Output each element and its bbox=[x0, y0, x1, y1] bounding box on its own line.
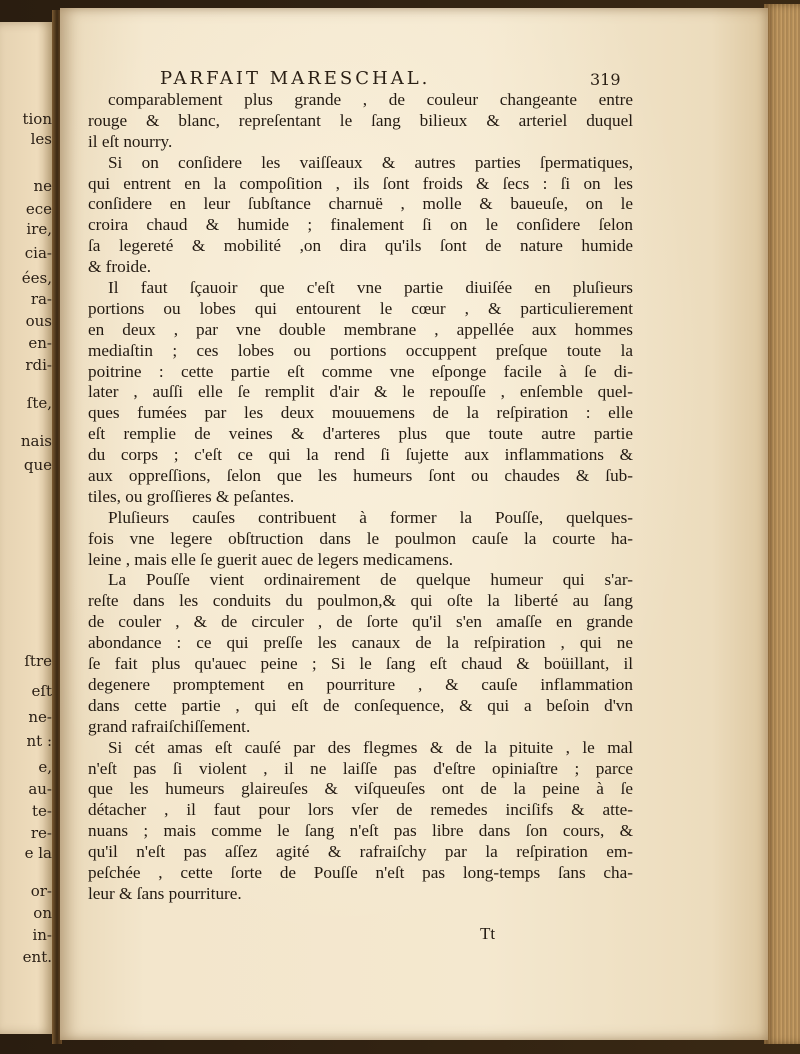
left-page-fragment: on bbox=[33, 904, 52, 922]
left-page-fragment: ne- bbox=[28, 708, 52, 726]
text-line: portions ou lobes qui entourent le cœur , & particulierement bbox=[88, 298, 633, 318]
left-page-fragment: in- bbox=[32, 926, 52, 944]
text-line: Si cét amas eſt cauſé par des flegmes & de la pituite , le mal bbox=[108, 737, 633, 757]
left-page-fragment: ſtre bbox=[24, 652, 52, 670]
left-page-fragment: que bbox=[23, 456, 52, 474]
text-line: dans cette partie , qui eſt de conſequence, & qui a beſoin d'vn bbox=[88, 695, 633, 715]
left-page-fragment: e la bbox=[24, 844, 52, 862]
text-line: eſt remplie de veines & d'arteres plus que toute autre partie bbox=[88, 424, 633, 444]
text-line: leur & ſans pourriture. bbox=[88, 883, 242, 903]
text-line: détacher , il faut pour lors vſer de remedes inciſifs & atte- bbox=[88, 800, 633, 820]
left-page-fragment: ece bbox=[25, 200, 52, 218]
paragraph bbox=[88, 738, 633, 905]
text-line: aux oppreſſions, ſelon que les humeurs ſont ou chaudes & ſub- bbox=[88, 466, 633, 486]
left-page-fragment: nais bbox=[20, 432, 52, 450]
left-page-fragment: eſt bbox=[31, 682, 52, 700]
paragraph bbox=[88, 153, 633, 278]
text-line: abondance : ce qui preſſe les canaux de la reſpiration , qui ne bbox=[88, 633, 633, 653]
paragraph bbox=[88, 90, 633, 153]
left-page-fragment: re- bbox=[30, 824, 52, 842]
book-page bbox=[60, 8, 768, 1040]
text-line: ſe fait plus qu'auec peine ; Si le ſang eſt chaud & boüillant, il bbox=[88, 654, 633, 674]
left-page-fragment: cia- bbox=[24, 244, 52, 262]
text-line: leine , mais elle ſe guerit auec de legers medicamens. bbox=[88, 549, 454, 569]
left-page-fragment: e, bbox=[38, 758, 52, 776]
left-page-fragment: rdi- bbox=[25, 356, 52, 374]
text-line: croira chaud & humide ; finalement ſi on le conſidere ſelon bbox=[88, 215, 633, 235]
text-line: later , auſſi elle ſe remplit d'air & le repouſſe , enſemble quel- bbox=[88, 382, 633, 402]
left-page-fragment: te- bbox=[32, 802, 52, 820]
text-line: poitrine : cette partie eſt comme vne eſponge facile à ſe di- bbox=[88, 361, 633, 381]
left-page-fragment: les bbox=[30, 130, 52, 148]
text-line: & froide. bbox=[88, 257, 152, 277]
left-page-fragment: au- bbox=[28, 780, 52, 798]
page-edges bbox=[764, 4, 800, 1044]
left-facing-page bbox=[0, 22, 54, 1034]
text-line: Pluſieurs cauſes contribuent à former la Pouſſe, quelques- bbox=[108, 507, 633, 527]
left-page-fragment: ent. bbox=[22, 948, 52, 966]
text-line: nuans ; mais comme le ſang n'eſt pas libre dans ſon cours, & bbox=[88, 821, 633, 841]
page-number: 319 bbox=[590, 70, 621, 89]
text-line: qu'il n'eſt pas aſſez agité & rafraiſchy par la reſpiration em- bbox=[88, 842, 633, 862]
left-page-fragment: ous bbox=[25, 312, 52, 330]
text-line: mediaſtin ; ces lobes ou portions occuppent preſque toute la bbox=[88, 340, 633, 360]
text-line: que les humeurs glaireuſes & viſqueuſes ont de la peine à ſe bbox=[88, 779, 633, 799]
left-page-fragment: nt : bbox=[26, 732, 52, 750]
text-line: La Pouſſe vient ordinairement de quelque humeur qui s'ar- bbox=[108, 570, 633, 590]
running-header: PARFAIT MARESCHAL. bbox=[160, 68, 431, 89]
text-line: peſchée , cette ſorte de Pouſſe n'eſt pas long-temps ſans cha- bbox=[88, 862, 633, 882]
left-page-fragment: ſte, bbox=[26, 394, 52, 412]
left-page-fragment: ra- bbox=[30, 290, 52, 308]
text-line: grand rafraiſchiſſement. bbox=[88, 716, 251, 736]
left-page-fragment: or- bbox=[30, 882, 52, 900]
text-line: fois vne legere obſtruction dans le poulmon cauſe la courte ha- bbox=[88, 528, 633, 548]
paragraph bbox=[88, 278, 633, 508]
left-page-fragment: ne bbox=[33, 177, 52, 195]
text-line: rouge & blanc, repreſentant le ſang bilieux & arteriel duquel bbox=[88, 110, 633, 130]
text-line: reſte dans les conduits du poulmon,& qui oſte la liberté au ſang bbox=[88, 591, 633, 611]
left-page-fragment: ire, bbox=[26, 220, 52, 238]
text-line: degenere promptement en pourriture , & cauſe inflammation bbox=[88, 674, 633, 694]
left-page-fragment: ées, bbox=[21, 269, 52, 287]
text-line: tiles, ou groſſieres & peſantes. bbox=[88, 486, 295, 506]
left-page-fragment: en- bbox=[28, 334, 52, 352]
text-line: Il faut ſçauoir que c'eſt vne partie diuiſée en pluſieurs bbox=[108, 278, 633, 298]
page-body-text bbox=[88, 90, 633, 905]
paragraph bbox=[88, 570, 633, 737]
text-line: conſidere en leur ſubſtance charnuë , molle & baueuſe, on le bbox=[88, 194, 633, 214]
text-line: comparablement plus grande , de couleur changeante entre bbox=[108, 90, 633, 109]
text-line: qui entrent en la compoſition , ils ſont froids & ſecs : ſi on les bbox=[88, 173, 633, 193]
text-line: ques fumées par les deux mouuemens de la reſpiration : elle bbox=[88, 403, 633, 423]
text-line: en deux , par vne double membrane , appellée aux hommes bbox=[88, 319, 633, 339]
paragraph bbox=[88, 508, 633, 571]
text-line: du corps ; c'eſt ce qui la rend ſi ſujette aux inflammations & bbox=[88, 445, 633, 465]
catchword: Tt bbox=[480, 924, 496, 943]
left-page-fragment: tion bbox=[22, 110, 52, 128]
text-line: ſa legereté & mobilité ,on dira qu'ils ſont de nature humide bbox=[88, 236, 633, 256]
text-line: n'eſt pas ſi violent , il ne laiſſe pas d'eſtre opiniaſtre ; parce bbox=[88, 758, 633, 778]
text-line: il eſt nourry. bbox=[88, 131, 173, 151]
text-line: Si on conſidere les vaiſſeaux & autres parties ſpermatiques, bbox=[108, 152, 633, 172]
text-line: de couler , & de circuler , de ſorte qu'il s'en amaſſe en grande bbox=[88, 612, 633, 632]
